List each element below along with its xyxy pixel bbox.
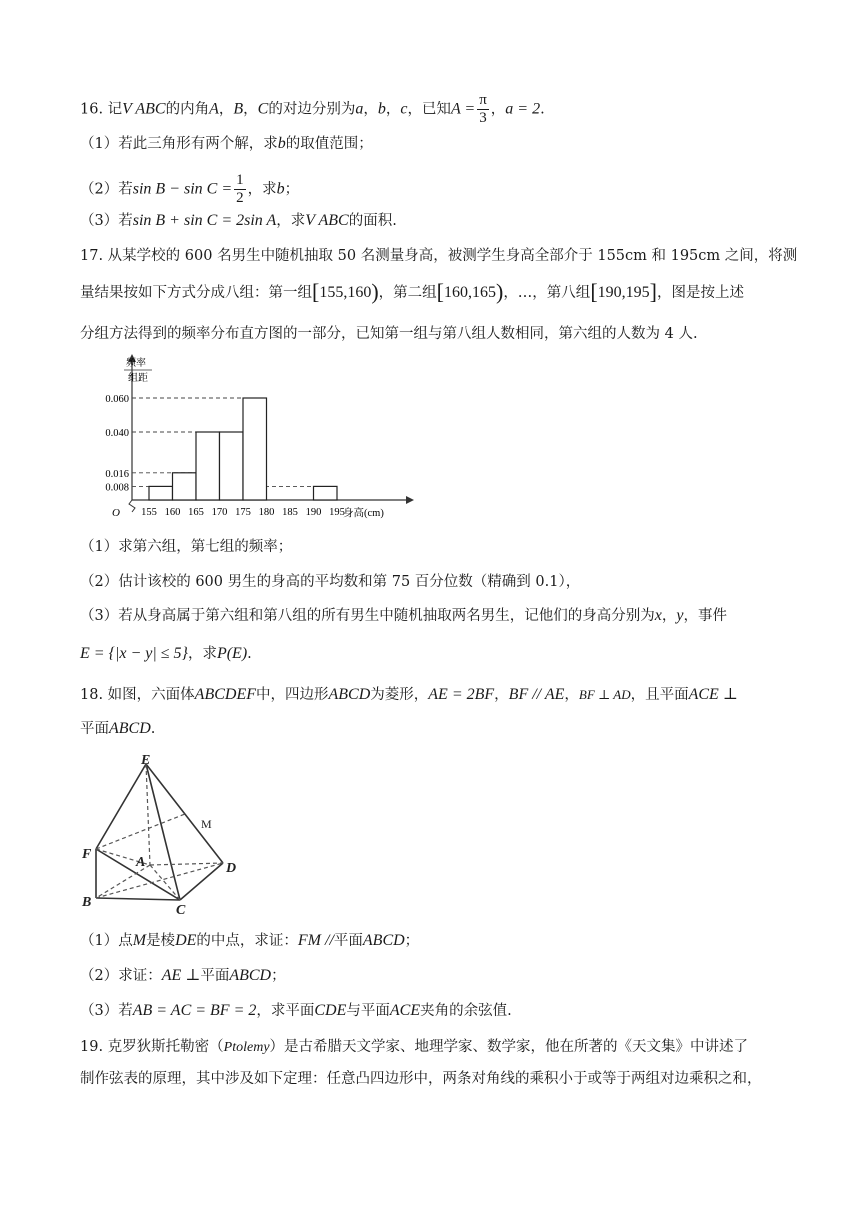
- q16-text: 16. 记: [80, 101, 123, 118]
- q18-text: （2）求证：: [80, 968, 162, 984]
- q18-text: 中，四边形: [256, 687, 329, 703]
- x-axis-arrow: [406, 496, 414, 504]
- q19-line2: 制作弦表的原理，其中涉及如下定理：任意凸四边形中，两条对角线的乘积小于或等于两组对边乘积之和，: [80, 1071, 762, 1087]
- hidden-edge-AD: [150, 863, 223, 865]
- q18-text: 18. 如图，六面体: [80, 687, 195, 703]
- fraction-denominator: 2: [236, 190, 244, 206]
- q18-math: ABCDEF: [194, 686, 256, 703]
- edge-CD: [180, 863, 223, 900]
- q17-text: ，图是按上述: [656, 285, 744, 301]
- q16-part2: [80, 172, 299, 207]
- q16-math: b: [276, 180, 285, 198]
- q16-text: 的面积.: [348, 213, 397, 229]
- q17-text: .: [247, 646, 252, 662]
- q18-part1: [80, 930, 419, 952]
- q16-text: （3）若: [80, 213, 133, 229]
- q18-part3: [80, 1000, 512, 1022]
- q17-text: ，: [661, 608, 677, 624]
- histogram-bar: [149, 486, 173, 500]
- bracket-close: ): [495, 279, 504, 304]
- q17-math: y: [676, 607, 684, 624]
- q16-fraction: [234, 172, 246, 207]
- q16-text: ，: [218, 101, 234, 118]
- q18-text: 夹角的余弦值.: [420, 1003, 512, 1019]
- q16-text: ，求: [247, 181, 277, 198]
- q16-math: b: [377, 100, 386, 118]
- q17-text: ，第二组: [378, 285, 437, 301]
- q17-part3: [80, 605, 727, 627]
- q18-text: .: [150, 721, 156, 737]
- bracket-open: [: [436, 279, 444, 304]
- q17-math: P(E): [216, 645, 248, 662]
- q17-text: 量结果按如下方式分成八组：第一组: [80, 285, 312, 301]
- q17-part1: （1）求第六组，第七组的频率；: [80, 539, 293, 555]
- label-D: D: [226, 861, 237, 876]
- q16-math: c: [400, 100, 408, 118]
- q18-text: 是棱: [146, 933, 176, 949]
- label-M: M: [201, 817, 212, 831]
- label-C: C: [176, 903, 186, 918]
- q16-text: ，: [385, 101, 401, 118]
- label-F: F: [82, 847, 92, 862]
- edge-EC: [146, 764, 180, 900]
- histogram-bar: [314, 486, 338, 500]
- y-axis-label-top: 频率: [126, 358, 146, 369]
- q18-math: CDE: [314, 1002, 347, 1019]
- edge-EF: [96, 764, 146, 849]
- x-tick-label: 155: [141, 507, 157, 518]
- q18-math: AE ⊥: [161, 967, 201, 984]
- q17-line1: 17. 从某学校的 600 名男生中随机抽取 50 名测量身高，被测学生身高全部介于 155cm 和 195cm 之间，将测: [80, 248, 798, 264]
- edge-ED: [146, 764, 223, 863]
- q19-line1: [80, 1036, 748, 1059]
- q16-text: ，: [243, 101, 258, 118]
- q18-math: ABCD: [229, 967, 272, 984]
- q16-math: V ABC: [305, 212, 349, 229]
- q19-text: ）是古希腊天文学家、地理学家、数学家，他在所著的《天文集》中讲述了: [269, 1039, 749, 1055]
- y-tick-label: 0.040: [105, 428, 129, 439]
- x-axis-label: 身高(cm): [343, 508, 384, 519]
- x-tick-label: 195: [329, 507, 345, 518]
- q18-math: BF ⊥ AD: [578, 687, 631, 702]
- label-A: A: [136, 855, 146, 870]
- q18-text: 平面: [200, 968, 230, 984]
- y-tick-label: 0.016: [105, 468, 129, 480]
- bracket-close: ]: [649, 279, 657, 304]
- fraction-numerator: 1: [236, 172, 244, 188]
- q16-math: sin B + sin C = 2sin A: [132, 212, 277, 229]
- q17-interval: 190,195: [597, 284, 650, 301]
- q18-text: 平面: [333, 933, 363, 949]
- q17-line3: 分组方法得到的频率分布直方图的一部分，已知第一组与第八组人数相同，第六组的人数为 4 人.: [80, 326, 698, 342]
- q18-text: （3）若: [80, 1003, 133, 1019]
- bracket-open: [: [312, 279, 320, 304]
- frequency-histogram: [94, 352, 414, 522]
- hexahedron-figure: [80, 752, 250, 918]
- x-tick-label: 165: [188, 507, 204, 518]
- x-tick-label: 170: [211, 507, 228, 518]
- fraction-denominator: 3: [479, 110, 487, 126]
- q17-interval: 160,165: [443, 284, 496, 301]
- q18-text: ，求平面: [256, 1003, 315, 1019]
- y-tick-label: 0.060: [105, 394, 129, 405]
- q16-math: sin B − sin C =: [132, 180, 233, 198]
- q18-text: （1）点: [80, 933, 133, 949]
- q18-text: ，且平面: [630, 687, 689, 703]
- histogram-bar: [196, 432, 220, 500]
- q18-math: AE = 2BF: [428, 686, 495, 703]
- q16-math: B: [233, 100, 244, 118]
- q18-text: ，: [564, 687, 579, 703]
- q18-text: 与平面: [346, 1003, 390, 1019]
- q17-interval: 155,160: [319, 284, 372, 301]
- bracket-open: [: [590, 279, 598, 304]
- q17-text: （3）若从身高属于第六组和第八组的所有男生中随机抽取两名男生，记他们的身高分别为: [80, 608, 655, 624]
- q16-text: ，求: [276, 213, 306, 229]
- q16-math: a: [355, 100, 364, 118]
- q18-math: ABCD: [362, 932, 405, 949]
- q18-math: AB = AC = BF = 2: [132, 1002, 257, 1019]
- q16-part1: [80, 133, 373, 155]
- histogram-bar: [220, 432, 244, 500]
- q18-math: ACE ⊥: [688, 686, 738, 703]
- hidden-edge-FM: [96, 814, 185, 849]
- x-tick-label: 160: [164, 507, 181, 518]
- q16-text: ，: [490, 101, 506, 118]
- fraction-numerator: π: [479, 92, 487, 108]
- q18-text: ，: [494, 687, 509, 703]
- q18-math: M: [132, 932, 147, 949]
- x-tick-label: 185: [282, 507, 298, 518]
- q18-math: FM //: [297, 932, 334, 949]
- q16-math: b: [277, 135, 286, 152]
- edge-BC: [96, 898, 180, 900]
- q18-text: ；: [404, 933, 420, 949]
- q17-text: ，…，第八组: [503, 285, 591, 301]
- label-B: B: [82, 895, 92, 910]
- q17-math: E = {|x − y| ≤ 5}: [80, 645, 188, 662]
- histogram-bar: [173, 473, 197, 500]
- q16-fraction: [477, 92, 489, 127]
- q18-line1: [80, 684, 738, 706]
- hidden-edge-BD: [96, 863, 223, 898]
- x-tick-label: 180: [258, 507, 275, 518]
- bracket-close: ): [371, 279, 379, 304]
- q18-line2: [80, 718, 155, 740]
- q16-text: 的取值范围；: [285, 136, 373, 152]
- y-axis-label-bottom: 组距: [128, 373, 148, 384]
- q16-text: （1）若此三角形有两个解，求: [80, 136, 278, 152]
- q18-math: ABCD: [328, 686, 371, 703]
- q16-text: （2）若: [80, 181, 133, 198]
- q16-stem: [80, 92, 545, 127]
- q16-math: A =: [450, 100, 476, 118]
- q18-text: 的中点，求证：: [196, 933, 298, 949]
- q17-text: ，求: [187, 646, 217, 662]
- q16-math: C: [257, 100, 269, 118]
- q17-part2: （2）估计该校的 600 男生的身高的平均数和第 75 百分位数（精确到 0.1），: [80, 574, 581, 590]
- y-tick-label: 0.008: [105, 482, 129, 494]
- q16-text: ，: [363, 101, 378, 118]
- q16-math: V ABC: [122, 100, 166, 118]
- q18-math: BF // AE: [508, 686, 565, 703]
- q16-math: a = 2: [505, 100, 541, 118]
- axis-break: [129, 500, 135, 512]
- origin-label: O: [112, 507, 120, 519]
- q18-text: 平面: [80, 721, 109, 737]
- x-tick-label: 175: [235, 507, 251, 518]
- q18-math: ABCD: [109, 720, 151, 737]
- q17-part3-cont: [80, 643, 252, 665]
- q16-math: A: [209, 100, 219, 118]
- q17-line2: [80, 281, 744, 304]
- q17-math: x: [654, 607, 662, 624]
- q17-text: ，事件: [683, 608, 727, 624]
- q18-text: ；: [271, 968, 286, 984]
- q16-part3: [80, 210, 397, 232]
- q18-part2: [80, 965, 286, 987]
- q18-math: ACE: [389, 1002, 421, 1019]
- q16-text: 的内角: [165, 101, 210, 118]
- q16-text: .: [540, 101, 545, 118]
- q16-text: ；: [284, 181, 300, 198]
- q18-text: 为菱形，: [370, 687, 429, 703]
- x-tick-label: 190: [305, 507, 322, 518]
- label-E: E: [141, 753, 151, 768]
- q19-math: Ptolemy: [223, 1040, 270, 1055]
- histogram-bar: [243, 398, 267, 500]
- q16-text: 的对边分别为: [268, 101, 356, 118]
- q18-math: DE: [175, 932, 197, 949]
- q19-text: 19. 克罗狄斯托勒密（: [80, 1039, 224, 1055]
- q16-text: ，已知: [407, 101, 451, 118]
